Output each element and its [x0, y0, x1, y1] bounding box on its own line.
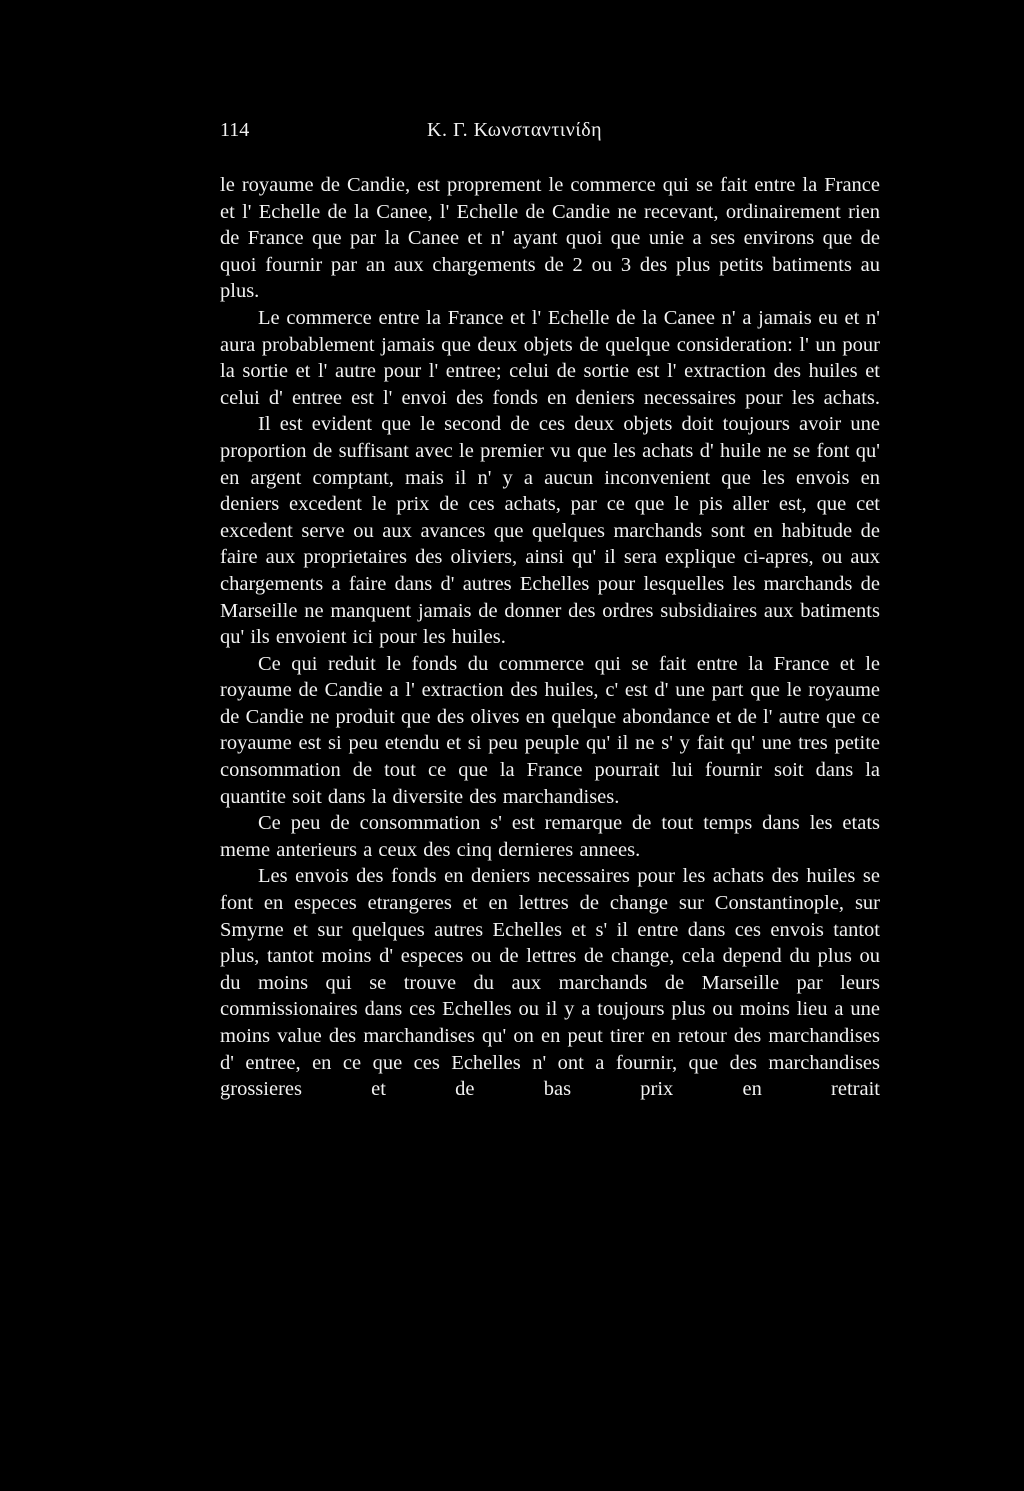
page-header — [220, 118, 880, 142]
page-number: 114 — [220, 119, 250, 141]
paragraph-3: Il est evident que le second de ces deux objets doit toujours avoir une proportion de suffisant avec le premier vu que les achats d' huile ne se font qu' en argent comptant, mais il n' y a aucun inconvenient que les envois en deniers excedent le prix de ces achats, par ce que le pis aller est, que cet excedent serve ou aux avances que quelques marchands sont en habitude de faire aux proprietaires des oliviers, ainsi qu' il sera explique ci-apres, ou aux chargements a faire dans d' autres Echelles pour lesquelles les marchands de Marseille ne manquent jamais de donner des ordres subsidiaires aux batiments qu' ils envoient ici pour les huiles. — [220, 413, 880, 649]
paragraph-2: Le commerce entre la France et l' Echelle de la Canee n' a jamais eu et n' aura probablement jamais que deux objets de quelque consideration: l' un pour la sortie et l' autre pour l' entree; celui de sortie est l' extraction des huiles et celui d' entree est l' envoi des fonds en deniers necessaires pour les achats. — [220, 306, 880, 409]
paragraph-5: Ce peu de consommation s' est remarque de tout temps dans les etats meme anterieurs a ceux des cinq dernieres annees. — [220, 812, 880, 861]
paragraph-6: Les envois des fonds en deniers necessaires pour les achats des huiles se font en especes etrangeres et en lettres de change sur Constantinople, sur Smyrne et sur quelques autres Echelles et s' il entre dans ces envois tantot plus, tantot moins d' especes ou de lettres de change, cela depend du plus ou du moins qui se trouve du aux marchands de Marseille par leurs commissionaires dans ces Echelles ou il y a toujours plus ou moins lieu a une moins value des marchandises qu' on en peut tirer en retour des marchandises d' entree, en ce que ces Echelles n' ont a fournir, que des marchandises grossieres et de bas prix en retrait — [220, 865, 880, 1101]
running-head: Κ. Γ. Κωνσταντινίδη — [427, 119, 603, 141]
paragraph-1: le royaume de Candie, est proprement le commerce qui se fait entre la France et l' Echelle de la Canee, l' Echelle de Candie ne recevant, ordinairement rien de France que par la Canee et n' ayant quoi que unie a ses environs que de quoi fournir par an aux chargements de 2 ou 3 des plus petits batiments au plus. — [220, 174, 880, 303]
paragraph-4: Ce qui reduit le fonds du commerce qui se fait entre la France et le royaume de Candie a l' extraction des huiles, c' est d' une part que le royaume de Candie ne produit que des olives en quelque abondance et de l' autre que ce royaume est si peu etendu et si peu peuple qu' il ne s' y fait qu' une tres petite consommation de tout ce que la France pourrait lui fournir soit dans la quantite soit dans la diversite des marchandises. — [220, 652, 880, 808]
body-text — [220, 172, 880, 1103]
